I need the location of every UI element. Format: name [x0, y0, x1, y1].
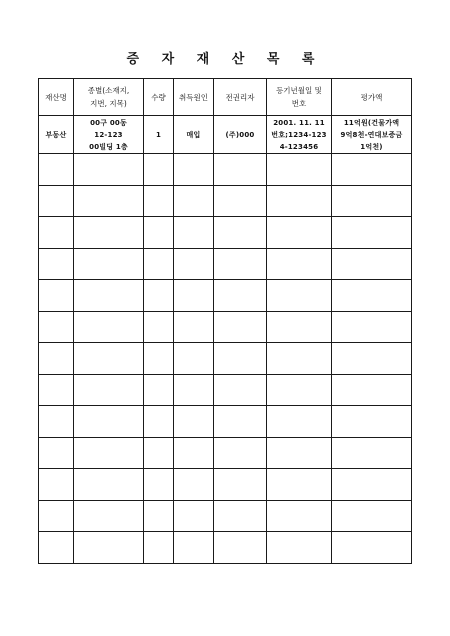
empty-row [39, 280, 412, 312]
empty-cell [267, 406, 332, 438]
header-row [39, 79, 412, 116]
empty-cell [332, 437, 412, 469]
empty-cell [39, 154, 74, 186]
cell-registration-date-number: 2001. 11. 11 번호;1234-123 4-123456 [267, 116, 332, 154]
empty-cell [174, 469, 214, 501]
empty-cell [39, 311, 74, 343]
empty-cell [39, 532, 74, 564]
empty-cell [144, 311, 174, 343]
empty-cell [214, 154, 267, 186]
empty-cell [144, 217, 174, 249]
empty-cell [74, 437, 144, 469]
empty-cell [267, 532, 332, 564]
empty-cell [74, 374, 144, 406]
empty-cell [174, 154, 214, 186]
empty-cell [39, 185, 74, 217]
empty-cell [174, 217, 214, 249]
empty-cell [74, 248, 144, 280]
empty-cell [74, 154, 144, 186]
empty-row [39, 248, 412, 280]
empty-row [39, 532, 412, 564]
empty-cell [144, 185, 174, 217]
empty-cell [74, 311, 144, 343]
header-quantity: 수량 [144, 79, 174, 116]
empty-cell [144, 500, 174, 532]
empty-cell [214, 248, 267, 280]
empty-row [39, 374, 412, 406]
empty-cell [174, 437, 214, 469]
empty-cell [144, 343, 174, 375]
empty-cell [144, 248, 174, 280]
empty-row [39, 311, 412, 343]
empty-cell [39, 437, 74, 469]
empty-cell [267, 248, 332, 280]
empty-cell [74, 343, 144, 375]
empty-cell [174, 248, 214, 280]
empty-cell [267, 374, 332, 406]
empty-cell [214, 532, 267, 564]
empty-cell [74, 185, 144, 217]
empty-cell [267, 343, 332, 375]
empty-cell [39, 343, 74, 375]
empty-cell [332, 311, 412, 343]
empty-cell [39, 217, 74, 249]
document-title: 증 자 재 산 목 록 [126, 52, 324, 67]
cell-quantity: 1 [144, 116, 174, 154]
empty-cell [174, 311, 214, 343]
empty-cell [174, 280, 214, 312]
empty-cell [332, 217, 412, 249]
empty-row [39, 217, 412, 249]
empty-cell [332, 406, 412, 438]
empty-row [39, 469, 412, 501]
empty-cell [39, 406, 74, 438]
empty-cell [214, 343, 267, 375]
empty-cell [332, 248, 412, 280]
empty-cell [144, 406, 174, 438]
empty-cell [214, 280, 267, 312]
empty-cell [332, 532, 412, 564]
empty-row [39, 185, 412, 217]
empty-cell [332, 343, 412, 375]
empty-cell [174, 185, 214, 217]
example-row [39, 116, 412, 154]
empty-cell [267, 311, 332, 343]
empty-cell [144, 532, 174, 564]
empty-cell [174, 343, 214, 375]
header-acquisition-cause: 취득원인 [174, 79, 214, 116]
empty-cell [267, 154, 332, 186]
empty-cell [174, 532, 214, 564]
empty-cell [39, 374, 74, 406]
empty-cell [74, 532, 144, 564]
empty-row [39, 437, 412, 469]
empty-cell [39, 248, 74, 280]
empty-cell [144, 280, 174, 312]
header-appraised-value: 평가액 [332, 79, 412, 116]
empty-cell [39, 500, 74, 532]
empty-cell [74, 217, 144, 249]
empty-cell [214, 437, 267, 469]
header-type-location: 종별(소재지, 지번, 지목) [74, 79, 144, 116]
cell-appraised-value: 11억원(건물가액 9억8천-연대보증금 1억천) [332, 116, 412, 154]
asset-inventory-table [38, 78, 412, 564]
cell-asset-name: 부동산 [39, 116, 74, 154]
empty-cell [174, 406, 214, 438]
empty-cell [174, 500, 214, 532]
empty-cell [74, 280, 144, 312]
empty-cell [174, 374, 214, 406]
header-asset-name: 재산명 [39, 79, 74, 116]
header-registration-date-number: 등기년월일 및 번호 [267, 79, 332, 116]
empty-row [39, 154, 412, 186]
cell-previous-holder: (주)000 [214, 116, 267, 154]
empty-cell [267, 185, 332, 217]
empty-cell [214, 469, 267, 501]
empty-cell [214, 500, 267, 532]
empty-cell [144, 469, 174, 501]
empty-cell [267, 500, 332, 532]
empty-cell [214, 406, 267, 438]
empty-cell [39, 280, 74, 312]
empty-cell [267, 217, 332, 249]
empty-cell [214, 311, 267, 343]
header-previous-holder: 전권리자 [214, 79, 267, 116]
empty-cell [332, 469, 412, 501]
empty-row [39, 406, 412, 438]
empty-row [39, 343, 412, 375]
cell-acquisition-cause: 매입 [174, 116, 214, 154]
empty-cell [39, 469, 74, 501]
empty-cell [267, 437, 332, 469]
empty-cell [144, 374, 174, 406]
empty-cell [74, 500, 144, 532]
empty-cell [332, 374, 412, 406]
cell-type-location: 00구 00동 12-123 00빌딩 1층 [74, 116, 144, 154]
empty-cell [332, 280, 412, 312]
empty-cell [214, 217, 267, 249]
empty-cell [332, 154, 412, 186]
empty-cell [214, 374, 267, 406]
empty-cell [267, 469, 332, 501]
empty-cell [74, 469, 144, 501]
empty-cell [214, 185, 267, 217]
empty-cell [332, 185, 412, 217]
empty-cell [144, 437, 174, 469]
empty-cell [332, 500, 412, 532]
empty-cell [267, 280, 332, 312]
empty-row [39, 500, 412, 532]
empty-cell [74, 406, 144, 438]
empty-cell [144, 154, 174, 186]
